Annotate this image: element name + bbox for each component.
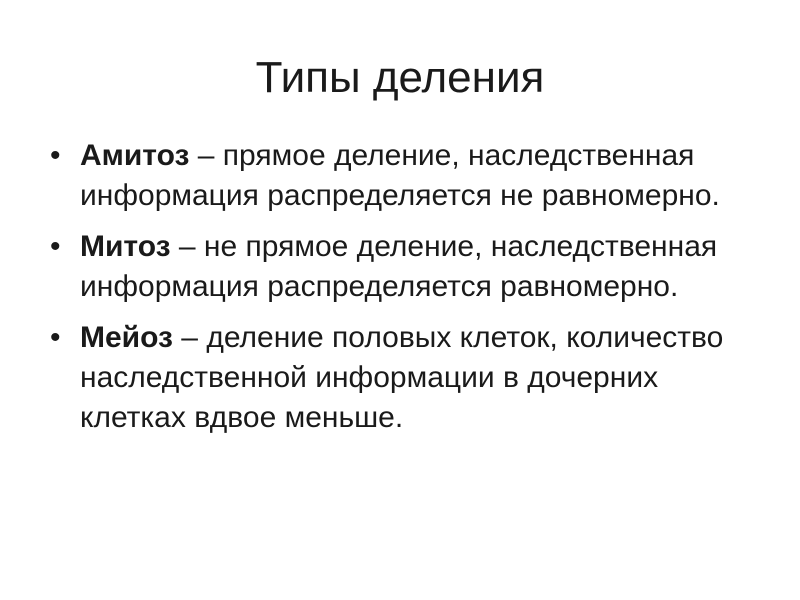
bullet-list: [48, 136, 768, 449]
bullet-text: – не прямое деление, наследственная информация распределяется равномерно.: [80, 230, 718, 303]
bullet-icon: •: [50, 139, 61, 172]
bullet-term: Митоз: [80, 230, 171, 263]
slide-title: Типы деления: [255, 53, 545, 102]
bullet-text: – деление половых клеток, количество наследственной информации в дочерних клетках вдвое меньше.: [80, 321, 724, 434]
bullet-icon: •: [50, 230, 61, 263]
bullet-term: Амитоз: [80, 139, 190, 172]
bullet-item-amitosis: [48, 136, 768, 216]
bullet-item-meiosis: [48, 318, 768, 438]
bullet-term: Мейоз: [80, 321, 173, 354]
bullet-text: – прямое деление, наследственная информация распределяется не равномерно.: [80, 139, 720, 212]
bullet-item-mitosis: [48, 227, 768, 307]
bullet-icon: •: [50, 321, 61, 354]
